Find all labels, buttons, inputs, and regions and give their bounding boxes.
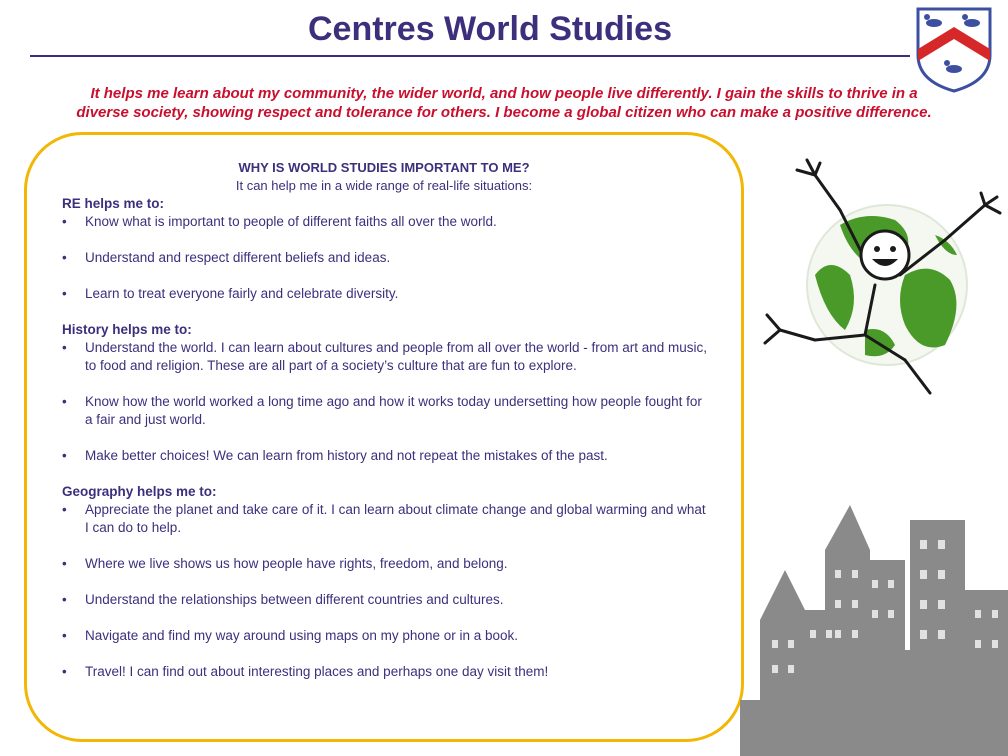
list-item: • Make better choices! We can learn from history and not repeat the mistakes of the past.	[62, 447, 712, 465]
list-item: • Travel! I can find out about interesting places and perhaps one day visit them!	[62, 663, 712, 681]
section-title-geography: Geography helps me to:	[62, 484, 217, 499]
geography-list	[62, 501, 712, 681]
page-title: Centres World Studies	[308, 10, 672, 48]
list-item: • Understand the relationships between different countries and cultures.	[62, 591, 712, 609]
history-list	[62, 339, 712, 465]
list-item: • Know how the world worked a long time ago and how it works today undersetting how people fought for a fair and just world.	[62, 393, 712, 429]
section-title-re: RE helps me to:	[62, 196, 165, 211]
re-list	[62, 213, 712, 303]
list-item: • Know what is important to people of different faiths all over the world.	[62, 213, 712, 231]
list-item: • Learn to treat everyone fairly and celebrate diversity.	[62, 285, 712, 303]
title-underline	[30, 55, 910, 57]
intro-line-2: diverse society, showing respect and tolerance for others. I become a global citizen who can make a positive difference.	[76, 104, 932, 121]
section-title-history: History helps me to:	[62, 322, 192, 337]
city-skyline-icon	[740, 500, 1008, 756]
list-item: • Understand the world. I can learn about cultures and people from all over the world - from art and music, to food and religion. These are all part of a society’s culture that are fun to explore.	[62, 339, 712, 375]
list-item: • Where we live shows us how people have rights, freedom, and belong.	[62, 555, 712, 573]
globe-stick-figure-icon	[745, 155, 1005, 400]
list-item: • Appreciate the planet and take care of it. I can learn about climate change and global warming and what I can do to help.	[62, 501, 712, 537]
intro-statement	[20, 84, 988, 122]
list-item: • Understand and respect different beliefs and ideas.	[62, 249, 712, 267]
list-item: • Navigate and find my way around using maps on my phone or in a book.	[62, 627, 712, 645]
intro-line-1: It helps me learn about my community, the wider world, and how people live differently. I gain the skills to thrive in a	[90, 85, 918, 102]
panel-heading: WHY IS WORLD STUDIES IMPORTANT TO ME?	[238, 160, 530, 175]
panel-content	[62, 195, 712, 681]
panel-subheading: It can help me in a wide range of real-life situations:	[235, 178, 533, 193]
school-crest-icon	[914, 5, 994, 93]
